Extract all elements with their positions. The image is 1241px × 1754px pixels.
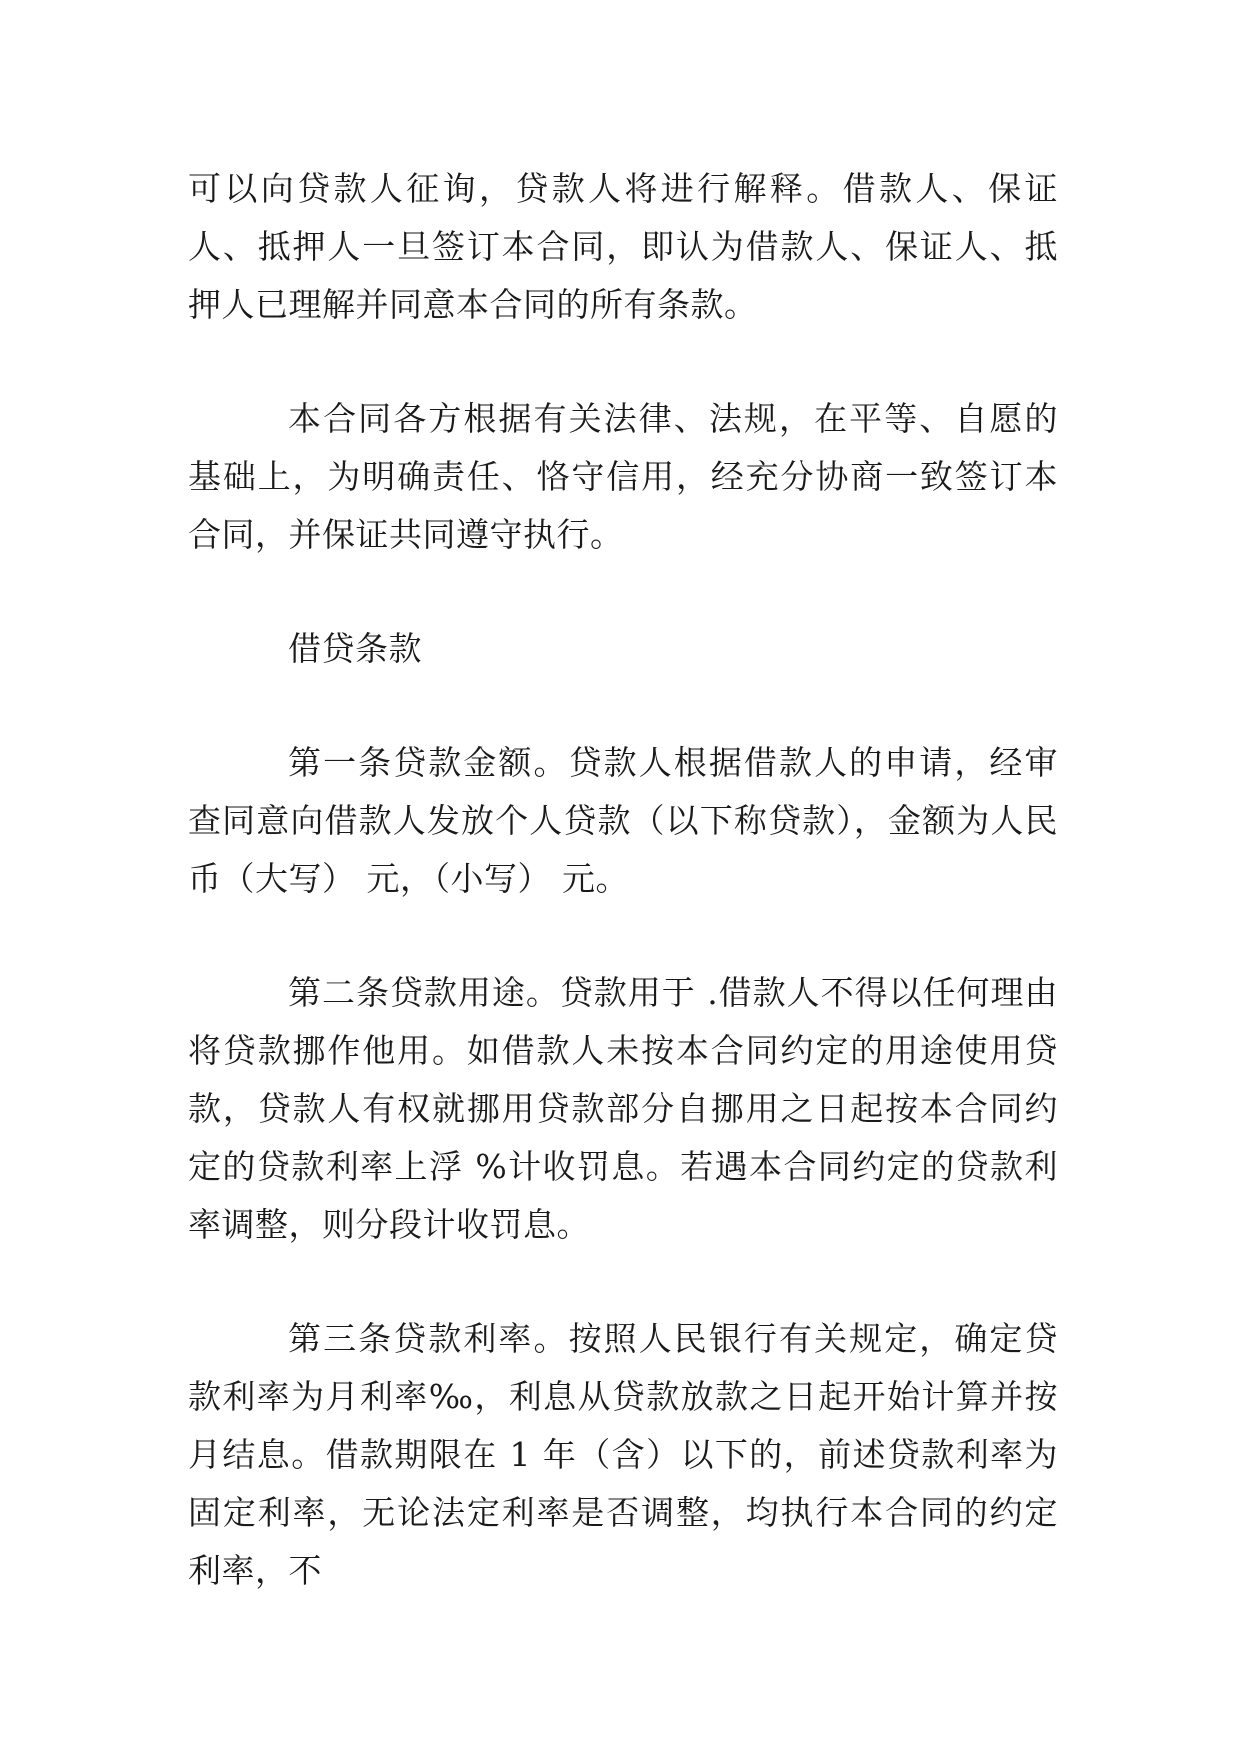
document-body (188, 160, 1058, 1600)
article-2-loan-purpose: 第二条贷款用途。贷款用于 .借款人不得以任何理由将贷款挪作他用。如借款人未按本合同约定的用途使用贷款，贷款人有权就挪用贷款部分自挪用之日起按本合同约定的贷款利率上浮 %计收罚息。若遇本合同约定的贷款利率调整，则分段计收罚息。 (188, 973, 1058, 1244)
section-heading-loan-terms: 借贷条款 (288, 629, 422, 668)
paragraph-consent: 可以向贷款人征询，贷款人将进行解释。借款人、保证人、抵押人一旦签订本合同，即认为借款人、保证人、抵押人已理解并同意本合同的所有条款。 (188, 169, 1058, 324)
article-1-loan-amount: 第一条贷款金额。贷款人根据借款人的申请，经审查同意向借款人发放个人贷款（以下称贷款），金额为人民币（大写） 元，（小写） 元。 (188, 743, 1058, 898)
article-3-interest-rate: 第三条贷款利率。按照人民银行有关规定，确定贷款利率为月利率‰，利息从贷款放款之日起开始计算并按月结息。借款期限在 1 年（含）以下的，前述贷款利率为固定利率，无论法定利率是否调整，均执行本合同的约定利率，不 (188, 1319, 1058, 1590)
paragraph-preamble: 本合同各方根据有关法律、法规，在平等、自愿的基础上，为明确责任、恪守信用，经充分协商一致签订本合同，并保证共同遵守执行。 (188, 399, 1058, 554)
